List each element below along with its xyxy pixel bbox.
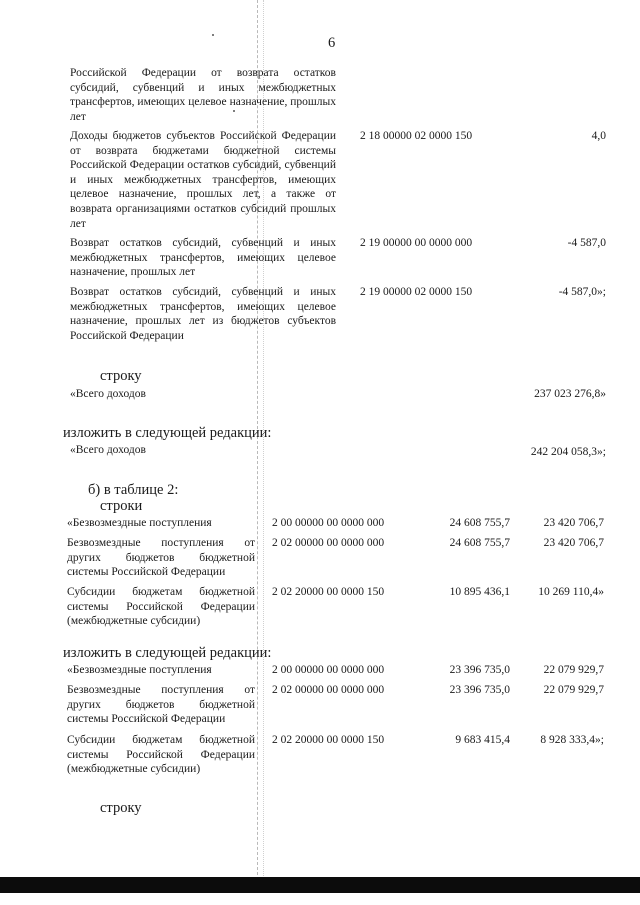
section-heading: б) в таблице 2: [88,482,179,498]
table-row-value-1: 24 608 755,7 [449,517,510,529]
table-row-text: Возврат остатков субсидий, субвенций и иных межбюджетных трансфертов, имеющих целевое назначение, прошлых лет [70,237,336,279]
table-row-value-2: 8 928 333,4»; [540,734,604,746]
table-row-value: -4 587,0 [567,237,606,249]
table-row-text: «Безвозмездные поступления [67,517,212,529]
table-row-value-2: 23 420 706,7 [543,537,604,549]
total-label: «Всего доходов [70,388,146,400]
scan-speck [212,34,214,36]
total-label: «Всего доходов [70,444,146,456]
table-row-code: 2 02 00000 00 0000 000 [272,537,385,549]
table-row-value-2: 22 079 929,7 [543,684,604,696]
table-row-code: 2 19 00000 02 0000 150 [360,286,473,298]
table-row-value-1: 24 608 755,7 [449,537,510,549]
table-row-value-2: 22 079 929,7 [543,664,604,676]
table-row-code: 2 00 00000 00 0000 000 [272,517,385,529]
table-row-value-1: 23 396 735,0 [449,664,510,676]
table-row-value-2: 10 269 110,4» [538,586,604,598]
instruction-heading: строки [100,498,143,514]
table-row-value: 4,0 [591,130,606,142]
total-value: 237 023 276,8» [534,388,606,400]
instruction-heading: изложить в следующей редакции: [63,425,272,441]
table-row-value-1: 9 683 415,4 [455,734,510,746]
table-row-code: 2 02 20000 00 0000 150 [272,734,385,746]
total-value: 242 204 058,3»; [530,446,606,458]
table-row-text: Безвозмездные поступления от других бюджетов бюджетной системы Российской Федерации [67,684,255,726]
table-row-code: 2 19 00000 00 0000 000 [360,237,473,249]
table-row-code: 2 02 00000 00 0000 000 [272,684,385,696]
instruction-heading: строку [100,800,142,816]
instruction-heading: изложить в следующей редакции: [63,645,272,661]
continuation-text: Российской Федерации от возврата остатков субсидий, субвенций и иных межбюджетных трансфертов, имеющих целевое назначение, прошлых лет [70,67,336,123]
table-row-value: -4 587,0»; [558,286,606,298]
table-row-text: Возврат остатков субсидий, субвенций и иных межбюджетных трансфертов, имеющих целевое назначение, прошлых лет из бюджетов субъектов Российской Федерации [70,286,336,342]
scan-bottom-edge [0,877,640,893]
table-row-value-2: 23 420 706,7 [543,517,604,529]
table-row-code: 2 00 00000 00 0000 000 [272,664,385,676]
table-row-text: Субсидии бюджетам бюджетной системы Российской Федерации (межбюджетные субсидии) [67,734,255,776]
table-row-text: «Безвозмездные поступления [67,664,212,676]
table-row-value-1: 23 396 735,0 [449,684,510,696]
table-row-text: Доходы бюджетов субъектов Российской Федерации от возврата бюджетами бюджетной системы Российской Федерации остатков субсидий, субвенций и иных межбюджетных трансфертов, имеющих целевое назначение, прошлых лет, а также от возврата организациями остатков субсидий прошлых лет [70,130,336,230]
table-row-value-1: 10 895 436,1 [449,586,510,598]
table-row-code: 2 02 20000 00 0000 150 [272,586,385,598]
instruction-heading: строку [100,368,142,384]
page-number: 6 [328,35,336,51]
table-row-code: 2 18 00000 02 0000 150 [360,130,473,142]
table-row-text: Субсидии бюджетам бюджетной системы Российской Федерации (межбюджетные субсидии) [67,586,255,628]
table-row-text: Безвозмездные поступления от других бюджетов бюджетной системы Российской Федерации [67,537,255,579]
